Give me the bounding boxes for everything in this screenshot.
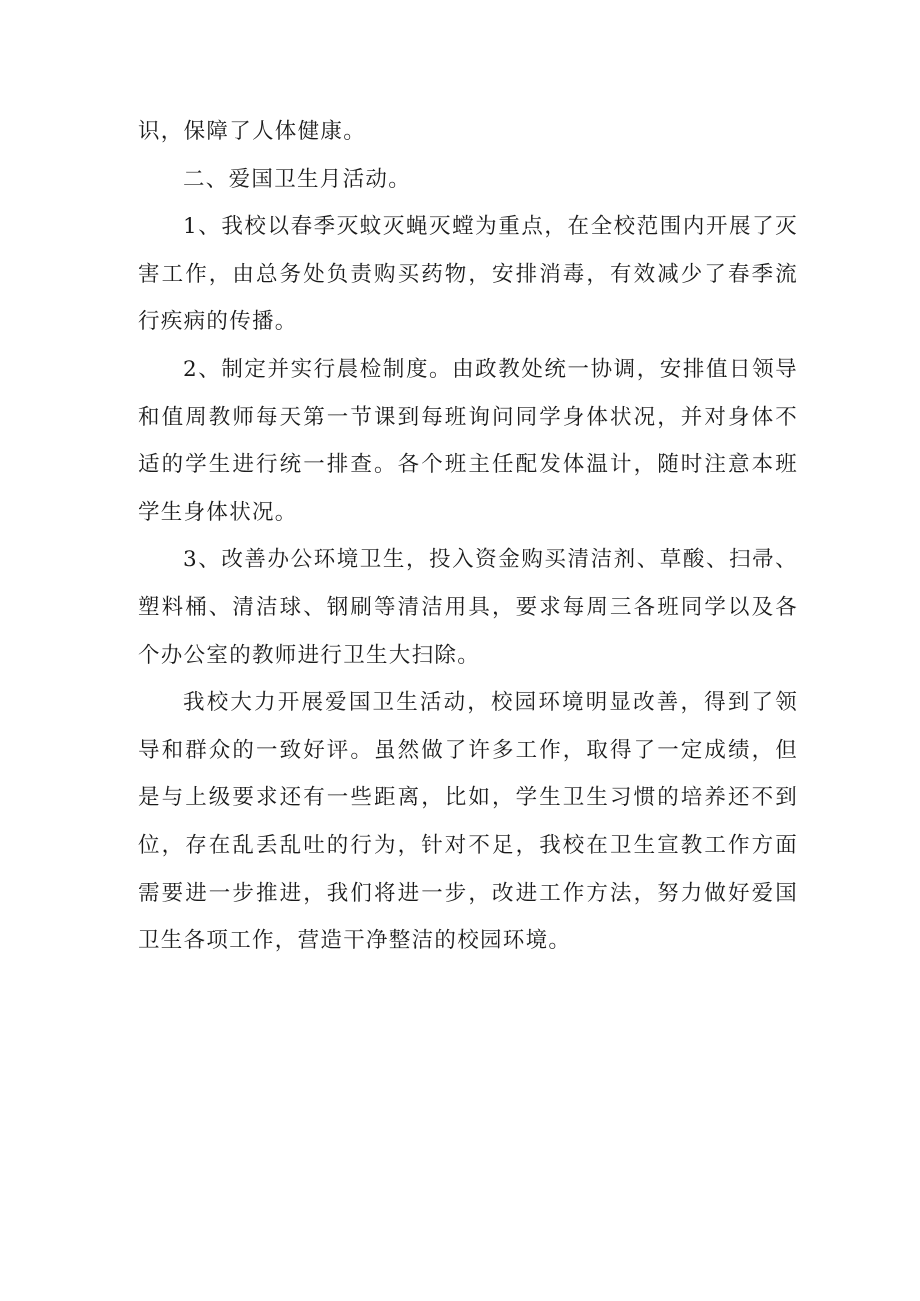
section-heading: 二、爱国卫生月活动。 [183, 166, 412, 192]
paragraph-item-1: 1、我校以春季灭蚊灭蝇灭螳为重点，在全校范围内开展了灭害工作，由总务处负责购买药物，安排消毒，有效减少了春季流行疾病的传播。 [138, 214, 798, 335]
paragraph-summary: 我校大力开展爱国卫生活动，校园环境明显改善，得到了领导和群众的一致好评。虽然做了许多工作，取得了一定成绩，但是与上级要求还有一些距离，比如，学生卫生习惯的培养还不到位，存在乱丢乱吐的行为，针对不足，我校在卫生宣教工作方面需要进一步推进，我们将进一步，改进工作方法，努力做好爱国卫生各项工作，营造干净整洁的校园环境。 [138, 690, 798, 954]
paragraph-item-2: 2、制定并实行晨检制度。由政教处统一协调，安排值日领导和值周教师每天第一节课到每班询问同学身体状况，并对身体不适的学生进行统一排查。各个班主任配发体温计，随时注意本班学生身体状况。 [138, 356, 798, 525]
paragraph-continuation: 识，保障了人体健康。 [138, 119, 367, 144]
document-page [138, 108, 798, 965]
paragraph-item-3: 3、改善办公环境卫生，投入资金购买清洁剂、草酸、扫帚、塑料桶、清洁球、钢刷等清洁用具，要求每周三各班同学以及各个办公室的教师进行卫生大扫除。 [138, 547, 798, 668]
